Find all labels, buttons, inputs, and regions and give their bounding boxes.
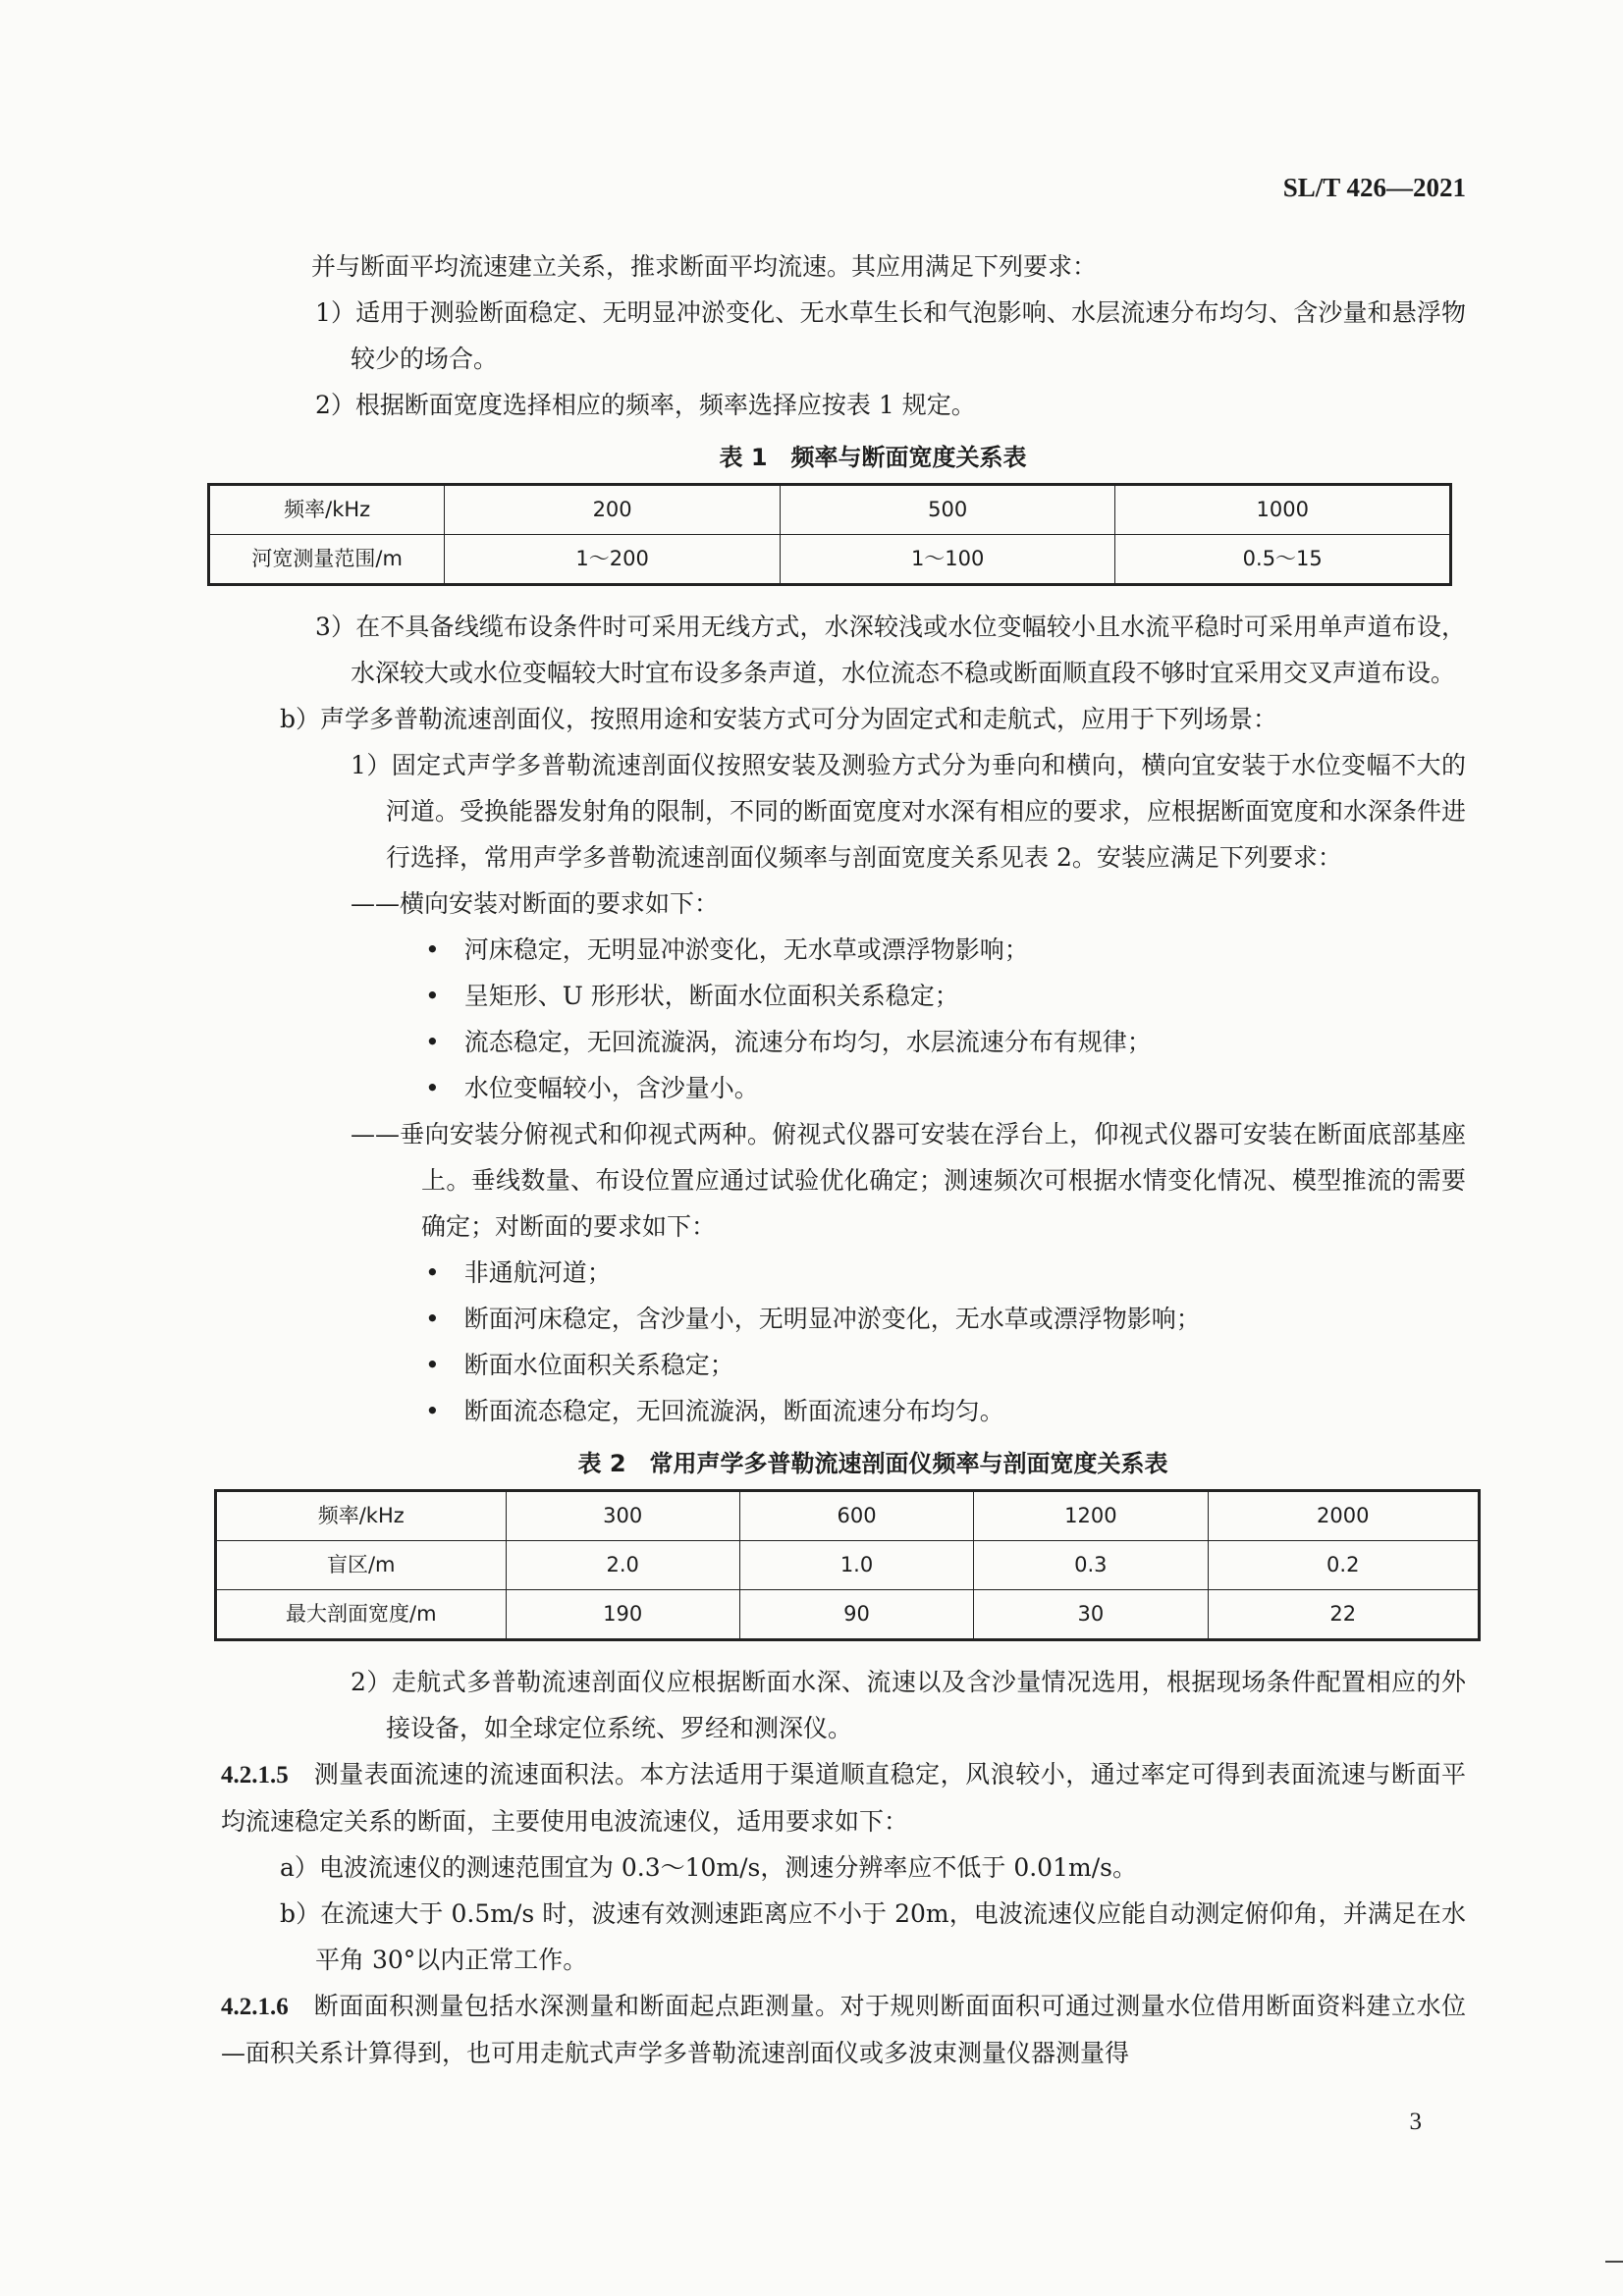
list-item: 2）走航式多普勒流速剖面仪应根据断面水深、流速以及含沙量情况选用，根据现场条件配置相应的外接设备，如全球定位系统、罗经和测深仪。 [351,1668,1466,1742]
list-item: 2）根据断面宽度选择相应的频率，频率选择应按表 1 规定。 [315,391,976,419]
bullet-item: • 水位变幅较小，含沙量小。 [425,1074,759,1102]
table-cell: 300 [506,1491,739,1541]
list-item: a）电波流速仪的测速范围宜为 0.3～10m/s，测速分辨率应不低于 0.01m/s。 [280,1853,1137,1882]
table-cell: 1000 [1115,485,1451,535]
table-row [209,485,1451,535]
table-cell: 0.5～15 [1115,535,1451,585]
table-cell: 30 [974,1590,1208,1640]
table-cell: 频率/kHz [209,485,445,535]
table-cell: 2000 [1208,1491,1479,1541]
list-item: 1）适用于测验断面稳定、无明显冲淤变化、无水草生长和气泡影响、水层流速分布均匀、含沙量和悬浮物较少的场合。 [315,298,1466,373]
table-cell: 1.0 [739,1541,973,1590]
table-cell: 河宽测量范围/m [209,535,445,585]
table-cell: 1200 [974,1491,1208,1541]
table-cell: 500 [780,485,1115,535]
table-cell: 200 [445,485,781,535]
table-cell: 22 [1208,1590,1479,1640]
list-item: b）在流速大于 0.5m/s 时，波速有效测速距离应不小于 20m，电波流速仪应能自动测定俯仰角，并满足在水平角 30°以内正常工作。 [280,1899,1466,1974]
table-cell: 频率/kHz [216,1491,507,1541]
bullet-item: • 流态稳定，无回流漩涡，流速分布均匀，水层流速分布有规律； [425,1028,1152,1056]
list-item: 3）在不具备线缆布设条件时可采用无线方式，水深较浅或水位变幅较小且水流平稳时可采用单声道布设，水深较大或水位变幅较大时宜布设多条声道，水位流态不稳或断面顺直段不够时宜采用交叉声道布设。 [315,613,1466,687]
page-body [221,243,1467,2076]
table-cell: 190 [506,1590,739,1640]
paragraph: 并与断面平均流速建立关系，推求断面平均流速。其应用满足下列要求： [311,252,1098,281]
list-item: 1）固定式声学多普勒流速剖面仪按照安装及测验方式分为垂向和横向，横向宜安装于水位变幅不大的河道。受换能器发射角的限制，不同的断面宽度对水深有相应的要求，应根据断面宽度和水深条件进行选择，常用声学多普勒流速剖面仪频率与剖面宽度关系见表 2。安装应满足下列要求： [351,751,1467,872]
clause-text: 断面面积测量包括水深测量和断面起点距测量。对于规则断面面积可通过测量水位借用断面资料建立水位—面积关系计算得到，也可用走航式声学多普勒流速剖面仪或多波束测量仪器测量得 [221,1992,1466,2067]
table-cell: 盲区/m [216,1541,507,1590]
table-2 [214,1489,1481,1641]
clause-number: 4.2.1.6 [221,1994,289,2020]
bullet-item: • 非通航河道； [425,1258,612,1287]
scan-mark [1605,2261,1623,2263]
clause-text: 测量表面流速的流速面积法。本方法适用于渠道顺直稳定，风浪较小，通过率定可得到表面流速与断面平均流速稳定关系的断面，主要使用电波流速仪，适用要求如下： [221,1760,1466,1836]
bullet-item: • 断面流态稳定，无回流漩涡，断面流速分布均匀。 [425,1397,1004,1425]
table-cell: 0.3 [974,1541,1208,1590]
table-row [216,1491,1480,1541]
table-cell: 0.2 [1208,1541,1479,1590]
dash-item: ——垂向安装分俯视式和仰视式两种。俯视式仪器可安装在浮台上，仰视式仪器可安装在断面底部基座上。垂线数量、布设位置应通过试验优化确定；测速频次可根据水情变化情况、模型推流的需要确定；对断面的要求如下： [351,1120,1466,1241]
table-2-caption: 表 2 常用声学多普勒流速剖面仪频率与剖面宽度关系表 [577,1450,1168,1477]
clause-4-2-1-5 [221,1751,1466,1844]
table-1-caption: 表 1 频率与断面宽度关系表 [719,444,1027,471]
table-cell: 600 [739,1491,973,1541]
table-cell: 1～200 [445,535,781,585]
page-number: 3 [1409,2109,1422,2135]
bullet-item: • 断面河床稳定，含沙量小，无明显冲淤变化，无水草或漂浮物影响； [425,1305,1201,1333]
table-cell: 1～100 [780,535,1115,585]
table-cell: 2.0 [506,1541,739,1590]
dash-item: ——横向安装对断面的要求如下： [351,889,720,918]
table-1 [207,483,1452,586]
bullet-item: • 河床稳定，无明显冲淤变化，无水草或漂浮物影响； [425,935,1029,964]
standard-code-header: SL/T 426—2021 [1282,173,1466,202]
clause-number: 4.2.1.5 [221,1762,289,1789]
table-row [216,1541,1480,1590]
table-row [216,1590,1480,1640]
bullet-item: • 呈矩形、U 形形状，断面水位面积关系稳定； [425,982,959,1010]
clause-4-2-1-6 [221,1983,1466,2076]
table-cell: 90 [739,1590,973,1640]
table-cell: 最大剖面宽度/m [216,1590,507,1640]
list-item: b）声学多普勒流速剖面仪，按照用途和安装方式可分为固定式和走航式，应用于下列场景： [280,705,1278,733]
table-row [209,535,1451,585]
bullet-item: • 断面水位面积关系稳定； [425,1351,734,1379]
